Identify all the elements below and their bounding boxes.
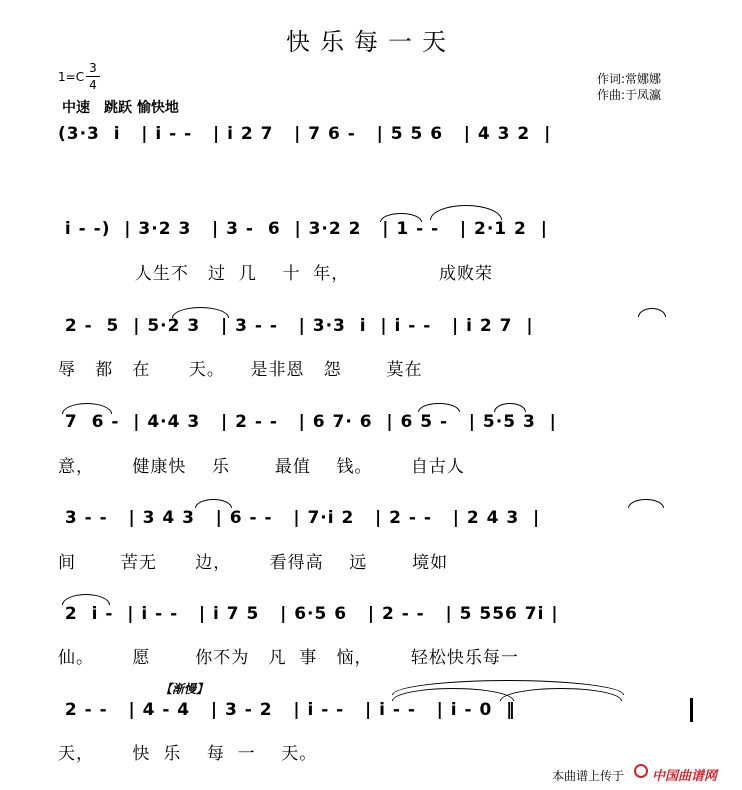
slur: [380, 213, 422, 222]
time-signature-line: [86, 76, 100, 77]
slur: [62, 403, 112, 414]
notation-row-5: 3 - - | 3 4 3 | 6 - - | 7·i 2 | 2 - - | 2 4 3 |: [58, 508, 541, 528]
slur: [494, 403, 526, 412]
time-signature: [86, 61, 100, 92]
song-title: 快乐每一天: [286, 28, 456, 56]
footer-text: 本曲谱上传于: [552, 769, 625, 783]
lyrics-row-7: 天， 快 乐 每 一 天。: [58, 744, 318, 764]
notation-row-1: (3·3 i | i - - | i 2 7 | 7 6 - | 5 5 6 | 4 3 2 |: [58, 124, 552, 144]
notation-row-3: 2 - 5 | 5·2 3 | 3 - - | 3·3 i | i - - | i 2 7 |: [58, 316, 534, 336]
tempo-marking: 中速 跳跃 愉快地: [62, 100, 179, 116]
time-signature-bottom: 4: [89, 78, 97, 92]
site-logo-icon: [634, 764, 648, 778]
site-logo[interactable]: 中国曲谱网: [652, 769, 718, 784]
slur: [418, 403, 460, 412]
lyrics-row-2: 人生不 过 几 十 年， 成败荣: [58, 264, 493, 284]
slur: [172, 307, 229, 318]
lyricist-credit: 作词:常娜娜: [597, 72, 662, 86]
final-barline: [690, 698, 693, 722]
notation-row-6: 2 i - | i - - | i 7 5 | 6·5 6 | 2 - - | 5 556 7i |: [58, 604, 559, 624]
lyrics-row-6: 仙。 愿 你不为 凡 事 恼， 轻松快乐每一: [58, 648, 519, 668]
slur: [638, 308, 666, 317]
slur: [195, 499, 232, 508]
key-signature: 1=C: [58, 70, 85, 84]
notation-row-4: 7 6 - | 4·4 3 | 2 - - | 6 7· 6 | 6 5 - | 5·5 3 |: [58, 412, 557, 432]
notation-row-7: 2 - - | 4 - 4 | 3 - 2 | i - - | i - - | i - 0 ‖: [58, 700, 516, 720]
composer-credit: 作曲:于凤瀛: [597, 88, 662, 102]
time-signature-top: 3: [89, 61, 97, 75]
lyrics-row-3: 辱 都 在 天。 是非恩 怨 莫在: [58, 360, 423, 380]
slur: [430, 205, 502, 220]
notation-row-2: i - -) | 3·2 3 | 3 - 6 | 3·2 2 | 1 - - | 2·1 2 |: [58, 219, 548, 239]
ritardando-tag: 【渐慢】: [160, 682, 209, 696]
lyrics-row-4: 意， 健康快 乐 最值 钱。 自古人: [58, 457, 465, 477]
slur: [628, 499, 664, 508]
lyrics-row-5: 间 苦无 边， 看得高 远 境如: [58, 553, 449, 573]
slur: [62, 594, 110, 605]
